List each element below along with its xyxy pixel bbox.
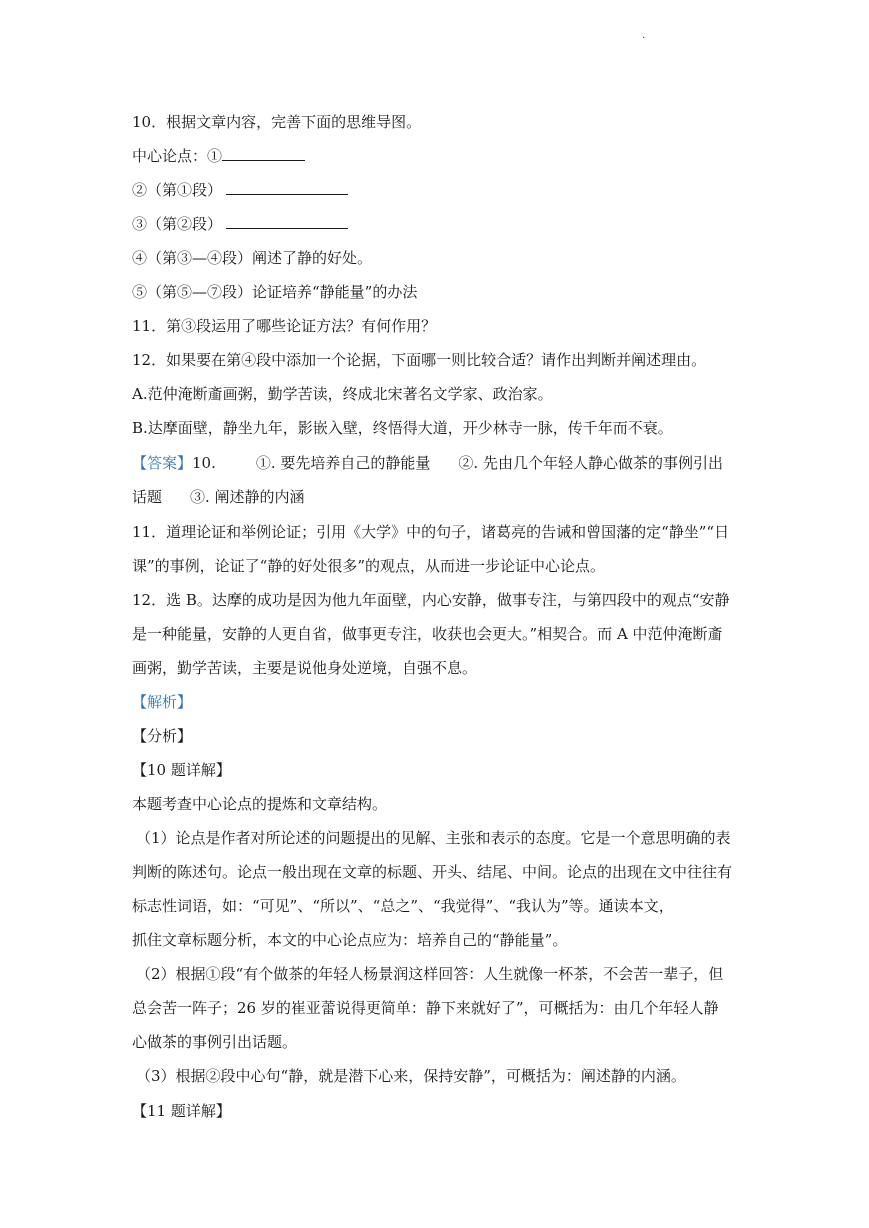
- answer-label: 【答案】: [132, 454, 193, 472]
- analysis-p2-line1: （2）根据①段“有个做茶的年轻人杨景润这样回答：人生就像一杯茶，不会苦一辈子，但: [136, 965, 724, 983]
- analysis-label: 【解析】: [132, 693, 193, 711]
- q12-title: 12．如果要在第④段中添加一个论据，下面哪一则比较合适？请作出判断并阐述理由。: [132, 351, 707, 369]
- q10-title: 10．根据文章内容，完善下面的思维导图。: [132, 113, 422, 131]
- q10-central-point: [132, 146, 305, 166]
- analysis-intro: 本题考查中心论点的提炼和文章结构。: [132, 795, 388, 813]
- answer-10-number: 10.: [192, 454, 216, 472]
- analysis-sub-label: 【分析】: [132, 727, 193, 745]
- answer-12-line3: 画粥，勤学苦读，主要是说他身处逆境，自强不息。: [132, 659, 478, 677]
- analysis-p1-line4: 抓住文章标题分析，本文的中心论点应为：培养自己的“静能量”。: [132, 931, 568, 949]
- blank-line: [226, 180, 348, 195]
- answer-12-line2: 是一种能量，安静的人更自省，做事更专注，收获也会更大。”相契合。而 A 中范仲淹断齑: [132, 625, 723, 643]
- q10-item-4: ④（第③—④段）阐述了静的好处。: [132, 249, 373, 267]
- q10-item-3: [132, 214, 348, 234]
- q11-title: 11．第③段运用了哪些论证方法？有何作用？: [132, 317, 437, 335]
- answer-10-part3-lead: 话题: [132, 488, 163, 506]
- top-mark: .: [642, 30, 646, 41]
- answer-10-part3: ③. 阐述静的内涵: [190, 488, 305, 506]
- analysis-p3-line1: （3）根据②段中心句“静，就是潜下心来，保持安静”，可概括为：阐述静的内涵。: [136, 1067, 686, 1085]
- q11-detail-label: 【11 题详解】: [132, 1102, 231, 1120]
- answer-10-part1: ①. 要先培养自己的静能量: [255, 454, 431, 472]
- analysis-p2-line3: 心做茶的事例引出话题。: [132, 1033, 298, 1051]
- answer-10-line2: [132, 487, 305, 507]
- q10-item-2-prefix: ②（第①段）: [132, 181, 223, 199]
- q10-central-prefix: 中心论点：①: [132, 147, 223, 165]
- q10-item-5: ⑤（第⑤—⑦段）论证培养“静能量”的办法: [132, 283, 418, 301]
- answer-11-line2: 课”的事例，论证了“静的好处很多”的观点，从而进一步论证中心论点。: [132, 557, 606, 575]
- analysis-p1-line2: 判断的陈述句。论点一般出现在文章的标题、开头、结尾、中间。论点的出现在文中往往有: [132, 863, 733, 881]
- q10-detail-label: 【10 题详解】: [132, 761, 231, 779]
- blank-line: [222, 146, 305, 161]
- analysis-p2-line2: 总会苦一阵子；26 岁的崔亚蕾说得更简单：静下来就好了”，可概括为：由几个年轻人静: [132, 999, 719, 1017]
- q12-option-a: A.范仲淹断齑画粥，勤学苦读，终成北宋著名文学家、政治家。: [132, 385, 553, 403]
- q10-item-2: [132, 180, 348, 200]
- answer-11-line1: 11．道理论证和举例论证；引用《大学》中的句子，诸葛亮的告诫和曾国藩的定“静坐”“日: [132, 523, 730, 541]
- blank-line: [226, 214, 348, 229]
- analysis-p1-line1: （1）论点是作者对所论述的问题提出的见解、主张和表示的态度。它是一个意思明确的表: [136, 829, 731, 847]
- q12-option-b: B.达摩面壁，静坐九年，影嵌入壁，终悟得大道，开少林寺一脉，传千年而不衰。: [132, 419, 673, 437]
- answer-12-line1: 12．选 B。达摩的成功是因为他九年面壁，内心安静，做事专注，与第四段中的观点“安静: [132, 591, 730, 609]
- answer-10-part2: ②. 先由几个年轻人静心做茶的事例引出: [458, 454, 723, 472]
- analysis-p1-line3: 标志性词语，如：“可见”、“所以”、“总之”、“我觉得”、“我认为”等。通读本文，: [132, 897, 674, 915]
- answer-10-line1: [132, 453, 723, 473]
- q10-item-3-prefix: ③（第②段）: [132, 215, 223, 233]
